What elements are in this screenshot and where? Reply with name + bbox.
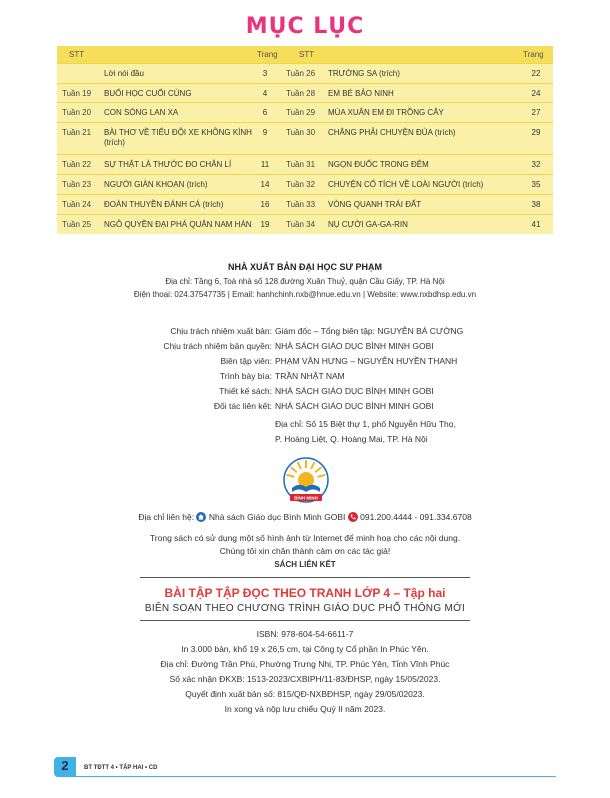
contact-phones: 091.200.4444 - 091.334.6708 [360, 512, 472, 522]
toc-row [57, 174, 553, 195]
toc-page-right: 24 [531, 89, 541, 98]
toc-row [57, 194, 553, 215]
toc-page-right: 35 [531, 180, 541, 189]
toc-title-right: EM BÉ BẢO NINH [328, 89, 394, 98]
toc-page-right: 32 [531, 160, 541, 169]
toc-title-left: BUỔI HỌC CUỐI CÙNG [104, 89, 192, 98]
imprint-line: In 3.000 bản, khổ 19 x 26,5 cm, tại Công ty Cổ phần In Phúc Yên. [181, 644, 429, 654]
toc-row [57, 83, 553, 103]
toc-week-right: Tuần 32 [286, 180, 316, 189]
toc-page-left: 11 [260, 160, 270, 169]
imprint-line: Địa chỉ: Đường Trần Phú, Phường Trưng Nhị, TP. Phúc Yên, Tỉnh Vĩnh Phúc [160, 659, 450, 669]
imprint-line: ISBN: 978-604-54-6611-7 [256, 629, 354, 639]
toc-title-left: NGƯỜI GIÀN KHOAN (trích) [104, 180, 208, 189]
divider-bottom [140, 620, 470, 621]
credit-label: Đối tác liên kết: [213, 401, 272, 411]
imprint-line: In xong và nộp lưu chiểu Quý II năm 2023. [224, 704, 386, 714]
page-title: MỤC LỤC [245, 14, 365, 39]
footer-line [76, 776, 556, 777]
credit-value: PHẠM VĂN HƯNG – NGUYỄN HUYỀN THANH [275, 356, 458, 366]
divider-top [140, 577, 470, 578]
toc-week-right: Tuần 29 [286, 108, 316, 117]
credit-label: Biên tập viên: [220, 356, 272, 366]
credit-value: NHÀ SÁCH GIÁO DỤC BÌNH MINH GOBI [275, 401, 434, 411]
toc-week-right: Tuần 34 [286, 220, 316, 229]
toc-title-right: CHUYỆN CỔ TÍCH VỀ LOÀI NGƯỜI (trích) [328, 180, 484, 189]
publisher-name: NHÀ XUẤT BẢN ĐẠI HỌC SƯ PHẠM [228, 262, 382, 272]
toc-week-left: Tuần 19 [62, 89, 92, 98]
contact-label: Địa chỉ liên hệ: [138, 512, 195, 522]
toc-row [57, 122, 553, 155]
credit-value: TRẦN NHẬT NAM [275, 371, 345, 381]
footer-series: BT TĐTT 4 • TẬP HAI • CD [84, 765, 158, 771]
book-subtitle: BIÊN SOẠN THEO CHƯƠNG TRÌNH GIÁO DỤC PHỔ THÔNG MỚI [144, 603, 466, 614]
toc-page-right: 38 [531, 200, 541, 209]
toc-week-left: Tuần 24 [62, 200, 92, 209]
toc-title-left: SỰ THẬT LÀ THƯỚC ĐO CHÂN LÍ [104, 160, 232, 169]
toc-header-trang-left: Trang [257, 50, 278, 59]
toc-page-right: 22 [531, 69, 541, 78]
credit-label: Trình bày bìa: [219, 371, 272, 381]
toc-page-right: 29 [531, 128, 541, 137]
toc-page-left: 9 [262, 128, 268, 137]
note-line: Trong sách có sử dụng một số hình ảnh từ Internet để minh hoạ cho các nội dung. [149, 533, 461, 543]
publisher-logo [281, 456, 331, 506]
toc-header-row [57, 46, 553, 63]
imprint-line: Quyết định xuất bản số: 815/QĐ-NXBĐHSP, ngày 29/05/02023. [185, 689, 425, 699]
credit-label: Chịu trách nhiệm bản quyền: [163, 341, 272, 351]
toc-title-right: NGỌN ĐUỐC TRONG ĐÊM [328, 160, 429, 169]
toc-header-stt-right: STT [299, 50, 315, 59]
toc-week-right: Tuần 28 [286, 89, 316, 98]
toc-week-left: Tuần 21 [62, 128, 92, 137]
toc-title-left: BÀI THƠ VỀ TIỂU ĐỘI XE KHÔNG KÍNH (trích) [104, 128, 252, 147]
linked-books-label: SÁCH LIÊN KẾT [274, 560, 336, 569]
toc-row [57, 63, 553, 84]
publisher-contact: Điện thoại: 024.37547735 | Email: hanhchinh.nxb@hnue.edu.vn | Website: www.nxbdhsp.edu.vn [133, 290, 477, 299]
toc-title-right: VÒNG QUANH TRÁI ĐẤT [328, 200, 422, 209]
toc-page-right: 27 [531, 108, 541, 117]
contact-line [0, 512, 610, 522]
toc-row [57, 102, 553, 123]
toc-page-left: 19 [260, 220, 270, 229]
toc-week-right: Tuần 30 [286, 128, 316, 137]
toc-title-right: NỤ CƯỜI GA-GA-RIN [328, 220, 408, 229]
toc-week-left: Tuần 20 [62, 108, 92, 117]
partner-address-line: P. Hoàng Liệt, Q. Hoàng Mai, TP. Hà Nội [275, 434, 428, 444]
note-line: Chúng tôi xin chân thành cảm ơn các tác giả! [219, 546, 391, 556]
toc-page-right: 41 [531, 220, 541, 229]
toc-header-trang-right: Trang [523, 50, 544, 59]
contact-name: Nhà sách Giáo dục Bình Minh GOBI [208, 512, 346, 522]
credit-value: NHÀ SÁCH GIÁO DỤC BÌNH MINH GOBI [275, 386, 434, 396]
toc-title-right: TRƯỜNG SA (trích) [328, 69, 400, 78]
phone-icon [348, 512, 358, 522]
credit-label: Chịu trách nhiệm xuất bản: [170, 326, 272, 336]
imprint-line: Số xác nhận ĐKXB: 1513-2023/CXBIPH/11-83/ĐHSP, ngày 15/05/2023. [169, 674, 441, 684]
book-title: BÀI TẬP TẬP ĐỌC THEO TRANH LỚP 4 – Tập hai [164, 586, 446, 600]
logo-text: BÌNH MINH [294, 495, 318, 501]
toc-week-right: Tuần 33 [286, 200, 316, 209]
publisher-address: Địa chỉ: Tầng 6, Toà nhà số 128 đường Xuân Thuỷ, quận Cầu Giấy, TP. Hà Nội [165, 277, 445, 286]
toc-title-left: NGÔ QUYỀN ĐẠI PHÁ QUÂN NAM HÁN [104, 220, 252, 229]
toc-week-right: Tuần 26 [286, 69, 316, 78]
toc-week-right: Tuần 31 [286, 160, 316, 169]
toc-page-left: 16 [260, 200, 270, 209]
toc-title-right: CHẲNG PHẢI CHUYỆN ĐÙA (trích) [328, 128, 456, 137]
toc-title-left: CON SÓNG LAN XA [104, 108, 179, 117]
toc-title-right: MÙA XUÂN EM ĐI TRỒNG CÂY [328, 108, 444, 117]
toc-title-left: Lời nói đầu [104, 69, 144, 78]
toc-row [57, 154, 553, 175]
toc-title-left: ĐOÀN THUYỀN ĐÁNH CÁ (trích) [104, 200, 224, 209]
toc-page-left: 6 [262, 108, 268, 117]
toc-page-left: 4 [262, 89, 268, 98]
toc-week-left: Tuần 25 [62, 220, 92, 229]
toc-header-stt-left: STT [69, 50, 85, 59]
credit-value: NHÀ SÁCH GIÁO DỤC BÌNH MINH GOBI [275, 341, 434, 351]
toc-page-left: 14 [260, 180, 270, 189]
home-icon [196, 512, 206, 522]
toc-page-left: 3 [262, 69, 268, 78]
credit-value: Giám đốc – Tổng biên tập: NGUYỄN BÁ CƯỜNG [275, 326, 464, 336]
credit-label: Thiết kế sách: [219, 386, 272, 396]
toc-row [57, 214, 553, 235]
toc-week-left: Tuần 23 [62, 180, 92, 189]
page-number: 2 [61, 758, 69, 773]
toc-table [57, 46, 553, 234]
toc-week-left: Tuần 22 [62, 160, 92, 169]
partner-address-line: Địa chỉ: Số 15 Biệt thự 1, phố Nguyễn Hữu Thọ, [275, 419, 456, 429]
